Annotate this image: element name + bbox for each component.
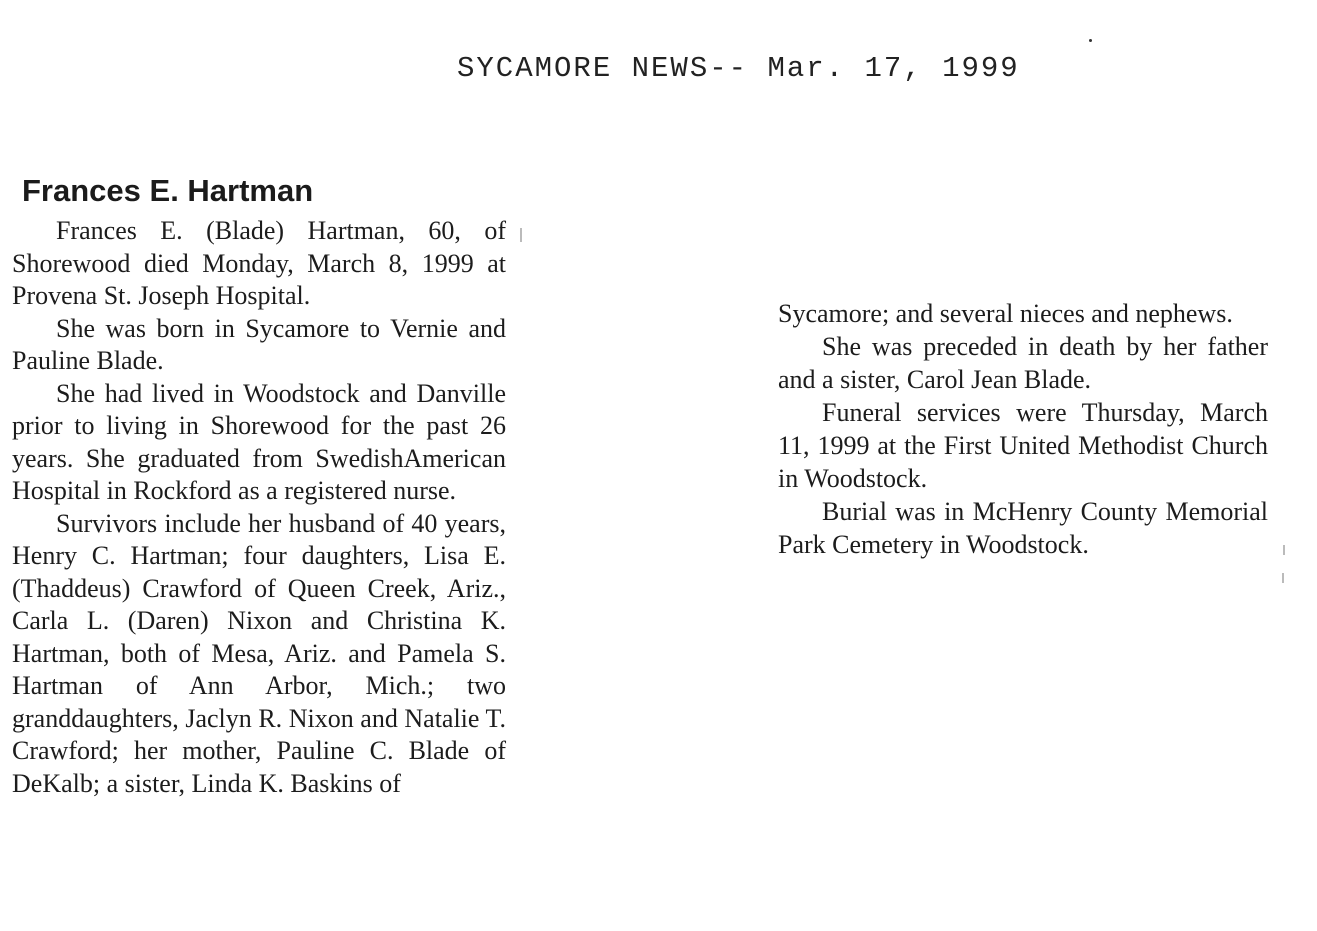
obituary-paragraph-birth: She was born in Sycamore to Vernie and Pauline Blade. [12, 313, 506, 375]
obituary-left-column [12, 215, 506, 800]
obituary-paragraph-death: Frances E. (Blade) Hartman, 60, of Shorewood died Monday, March 8, 1999 at Provena St. Joseph Hospital. [12, 216, 506, 310]
obituary-paragraph-survivors-continued: Sycamore; and several nieces and nephews. [778, 299, 1233, 328]
newspaper-source-date: SYCAMORE NEWS-- Mar. 17, 1999 [457, 52, 1020, 85]
scan-margin-mark [1283, 545, 1285, 555]
obituary-paragraph-survivors: Survivors include her husband of 40 years, Henry C. Hartman; four daughters, Lisa E. (Thaddeus) Crawford of Queen Creek, Ariz., Carla L. (Daren) Nixon and Christina K. Hartman, both of Mesa, Ariz. and Pamela S. Hartman of Ann Arbor, Mich.; two granddaughters, Jaclyn R. Nixon and Natalie T. Crawford; her mother, Pauline C. Blade of DeKalb; a sister, Linda K. Baskins of [12, 508, 506, 798]
obituary-paragraph-burial: Burial was in McHenry County Memorial Park Cemetery in Woodstock. [778, 497, 1268, 559]
scan-margin-mark [520, 228, 522, 242]
obituary-title: Frances E. Hartman [22, 173, 314, 208]
obituary-paragraph-preceded: She was preceded in death by her father and a sister, Carol Jean Blade. [778, 332, 1268, 394]
scan-margin-mark [1282, 573, 1284, 583]
scan-speck [1089, 39, 1092, 42]
obituary-right-column [778, 297, 1268, 561]
obituary-paragraph-residence: She had lived in Woodstock and Danville prior to living in Shorewood for the past 26 years. She graduated from SwedishAmerican Hospital in Rockford as a registered nurse. [12, 378, 506, 505]
obituary-paragraph-funeral: Funeral services were Thursday, March 11, 1999 at the First United Methodist Church in Woodstock. [778, 398, 1268, 493]
